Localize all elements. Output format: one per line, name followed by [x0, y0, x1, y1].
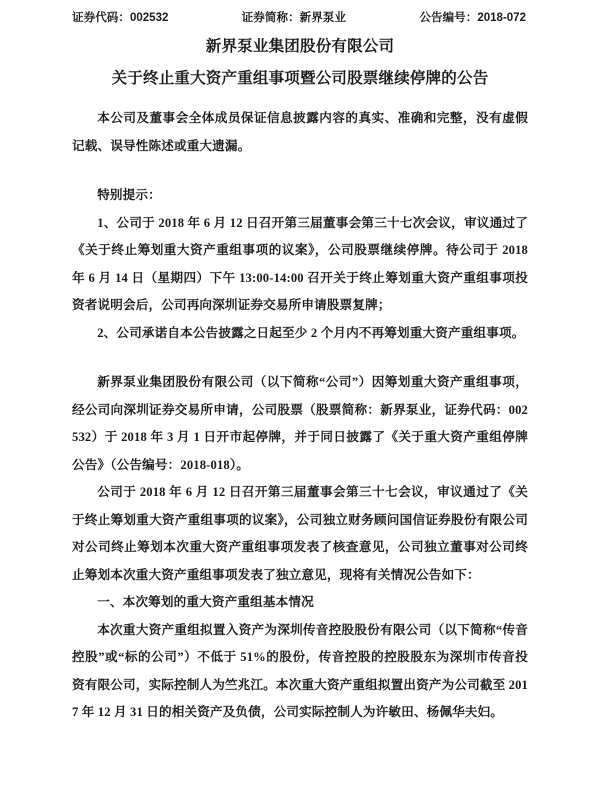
suspension-background-paragraph: 新界泵业集团股份有限公司（以下简称“公司”）因筹划重大资产重组事项，经公司向深圳证券交易所申请，公司股票（股票简称：新界泵业，证券代码：002532）于 2018 年 3 月 1 日开市起停牌，并于同日披露了《关于重大资产重组停牌公告》（公告编号：2018-018）。	[72, 375, 528, 472]
stock-name-label: 证券简称：	[241, 12, 300, 24]
section-1-heading: 一、本次筹划的重大资产重组基本情况	[97, 595, 314, 609]
announcement-number-label: 公告编号：	[419, 12, 478, 24]
announcement-number-value: 2018-072	[477, 12, 526, 24]
stock-code-label: 证券代码：	[72, 12, 130, 24]
stock-name-cell	[242, 8, 346, 28]
board-resolution-paragraph: 公司于 2018 年 6 月 12 日召开第三届董事会第三十七会议，审议通过了《关于终止筹划重大资产重组事项的议案》，公司独立财务顾问国信证券股份有限公司对公司终止筹划本次重大资产重组事项发表了核查意见，公司独立董事对公司终止筹划本次重大资产重组事项发表了独立意见，现将有关情况公告如下：	[72, 485, 528, 582]
stock-code-cell	[72, 8, 168, 28]
stock-code-value: 002532	[130, 12, 169, 24]
company-title: 新界泵业集团股份有限公司	[205, 38, 395, 55]
announcement-subject-title: 关于终止重大资产重组事项暨公司股票继续停牌的公告	[111, 70, 489, 87]
document-body	[72, 105, 528, 727]
announcement-number-cell	[419, 8, 526, 28]
disclaimer-paragraph: 本公司及董事会全体成员保证信息披露内容的真实、准确和完整，没有虚假记载、误导性陈述或重大遗漏。	[72, 111, 528, 153]
special-notice-item-1: 1、公司于 2018 年 6 月 12 日召开第三届董事会第三十七次会议，审议通过了《关于终止筹划重大资产重组事项的议案》，公司股票继续停牌。待公司于 2018 年 6 月 14 日（星期四）下午 13:00-14:00 召开关于终止筹划重大资产重组事项投资者说明会后，公司再向深圳证券交易所申请股票复牌；	[72, 215, 528, 312]
stock-name-value: 新界泵业	[299, 12, 347, 24]
section-1-body-paragraph: 本次重大资产重组拟置入资产为深圳传音控股股份有限公司（以下简称“传音控股”或“标的公司”）不低于 51%的股份，传音控股的控股股东为深圳市传音投资有限公司，实际控制人为竺兆江。本次重大资产重组拟置出资产为公司截至 2017 年 12 月 31 日的相关资产及负债，公司实际控制人为许敏田、杨佩华夫妇。	[72, 622, 528, 719]
document-header-line	[72, 8, 528, 28]
special-notice-label: 特别提示：	[97, 188, 161, 202]
special-notice-item-2: 2、公司承诺自本公告披露之日起至少 2 个月内不再筹划重大资产重组事项。	[97, 325, 525, 340]
